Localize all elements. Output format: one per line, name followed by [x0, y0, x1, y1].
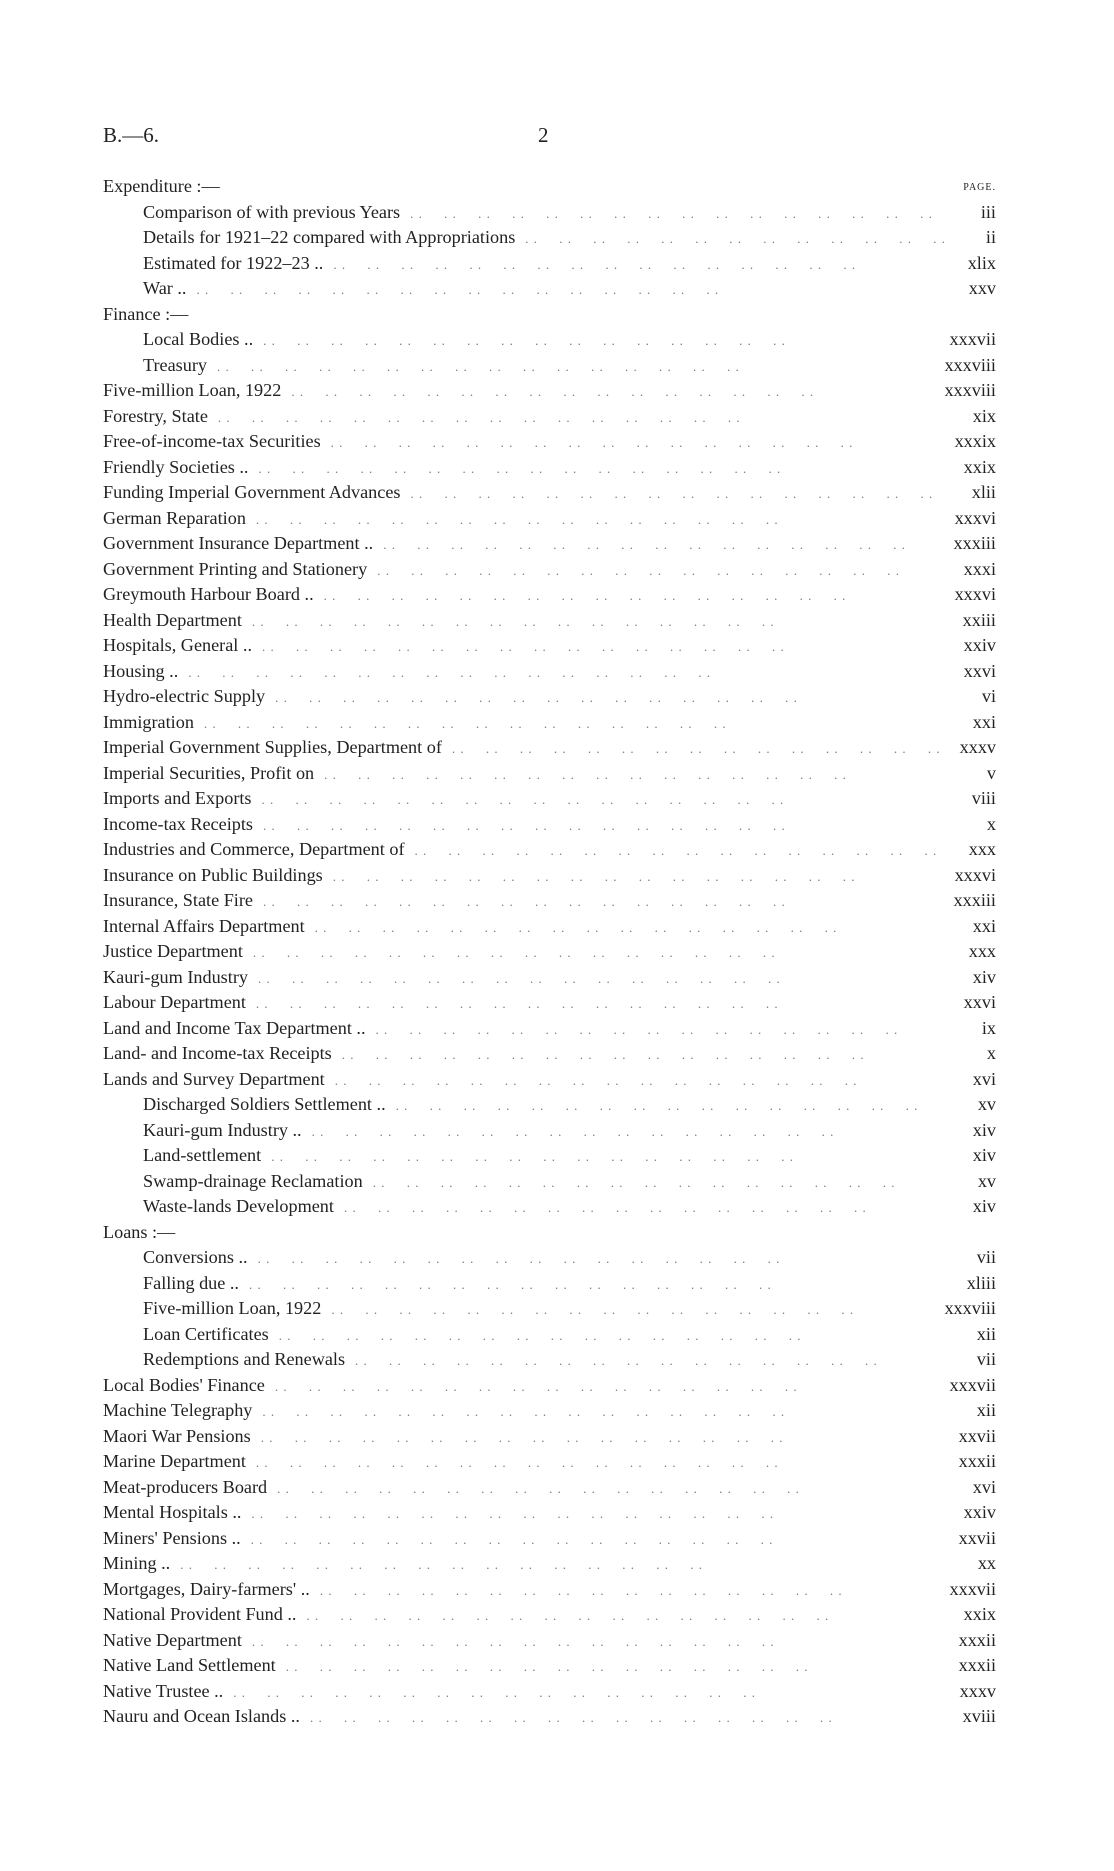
index-entry: [103, 1679, 996, 1705]
dot-leader: [262, 787, 950, 813]
index-rows: [103, 174, 996, 1730]
entry-label: Insurance, State Fire: [103, 890, 253, 910]
page-column-header: PAGE.: [963, 182, 996, 193]
entry-page: xxiii: [962, 609, 996, 630]
entry-label: Native Land Settlement: [103, 1655, 276, 1675]
entry-label: Finance :—: [103, 303, 189, 324]
dot-leader: [331, 1297, 938, 1323]
entry-label: Maori War Pensions: [103, 1425, 251, 1446]
entry-label: Nauru and Ocean Islands ..: [103, 1706, 300, 1726]
entry-page: xxxiii: [953, 533, 996, 553]
entry-label: Meat-producers Board: [103, 1476, 268, 1497]
entry-label: Loan Certificates: [143, 1323, 269, 1344]
dot-leader: [324, 762, 950, 788]
entry-label: Loans :—: [103, 1221, 176, 1242]
entry-page: xvi: [972, 1476, 996, 1497]
dot-leader: [188, 660, 950, 686]
entry-page: xxvii: [958, 1425, 996, 1446]
dot-leader: [355, 1348, 950, 1374]
entry-page: xxix: [963, 456, 996, 477]
entry-page: xii: [976, 1400, 996, 1420]
index-entry: [103, 582, 996, 608]
index-entry: [103, 1245, 996, 1271]
entry-label: Government Insurance Department ..: [103, 533, 374, 553]
dot-leader: [196, 277, 950, 303]
dot-leader: [286, 1654, 950, 1680]
index-entry: [103, 1602, 996, 1628]
index-entry: [103, 1653, 996, 1679]
index-entry: [103, 1322, 996, 1348]
entry-page: xxx: [968, 839, 996, 859]
index-entry: [103, 1347, 996, 1373]
entry-label: Land-settlement: [143, 1145, 262, 1165]
index-entry: [103, 1551, 996, 1577]
entry-label: National Provident Fund ..: [103, 1604, 297, 1624]
entry-page: xxxvi: [954, 507, 996, 528]
index-entry: [103, 1704, 996, 1730]
index-entry: [103, 200, 996, 226]
index-entry: [103, 429, 996, 455]
dot-leader: [324, 583, 949, 609]
index-list: [103, 174, 996, 1730]
entry-page: xxi: [972, 915, 996, 936]
entry-page: xxv: [968, 278, 996, 298]
index-entry: [103, 1577, 996, 1603]
index-entry: [103, 837, 996, 863]
index-entry: [103, 1526, 996, 1552]
entry-label: Imperial Securities, Profit on: [103, 762, 315, 783]
entry-label: Land- and Income-tax Receipts: [103, 1043, 332, 1063]
dot-leader: [258, 1246, 950, 1272]
entry-page: ix: [981, 1017, 996, 1038]
document-reference: B.—6.: [103, 123, 160, 147]
dot-leader: [251, 1501, 950, 1527]
index-entry: [103, 1500, 996, 1526]
dot-leader: [249, 1272, 950, 1298]
dot-leader: [310, 1705, 950, 1731]
entry-page: xxxix: [954, 431, 996, 451]
entry-label: Justice Department: [103, 941, 243, 961]
dot-leader: [251, 1527, 950, 1553]
index-entry: [103, 1398, 996, 1424]
entry-label: Hydro-electric Supply: [103, 686, 266, 706]
index-entry: [103, 684, 996, 710]
index-entry: [103, 710, 996, 736]
index-entry: [103, 1169, 996, 1195]
index-entry: [103, 1016, 996, 1042]
dot-leader: [452, 736, 950, 762]
dot-leader: [277, 1476, 950, 1502]
entry-label: Falling due ..: [143, 1272, 239, 1293]
entry-label: Mental Hospitals ..: [103, 1502, 242, 1522]
entry-page: ii: [985, 227, 996, 247]
entry-page: xv: [977, 1094, 996, 1114]
entry-page: xxxvi: [954, 584, 996, 604]
index-entry: [103, 353, 996, 379]
dot-leader: [217, 354, 938, 380]
entry-page: xix: [972, 405, 996, 426]
entry-page: xiv: [972, 1119, 996, 1140]
index-entry: [103, 531, 996, 557]
entry-page: xiv: [972, 966, 996, 987]
entry-page: xii: [976, 1323, 996, 1344]
entry-page: xxxv: [959, 1680, 996, 1701]
dot-leader: [263, 889, 948, 915]
index-entry: [103, 506, 996, 532]
index-entry: [103, 1296, 996, 1322]
dot-leader: [306, 1603, 950, 1629]
index-entry: [103, 378, 996, 404]
entry-page: xviii: [962, 1706, 996, 1726]
entry-label: Hospitals, General ..: [103, 635, 252, 655]
entry-page: viii: [971, 788, 996, 808]
index-entry: [103, 1143, 996, 1169]
entry-page: xxxvi: [954, 864, 996, 885]
dot-leader: [275, 685, 950, 711]
entry-label: Funding Imperial Government Advances: [103, 482, 401, 502]
page-number: 2: [538, 123, 549, 147]
entry-page: vii: [976, 1349, 996, 1369]
index-entry: [103, 455, 996, 481]
entry-page: xxxviii: [944, 1298, 996, 1318]
entry-page: xxxii: [958, 1629, 996, 1650]
entry-page: xxxvii: [949, 1374, 996, 1395]
index-entry: [103, 174, 996, 200]
index-entry: [103, 404, 996, 430]
dot-leader: [279, 1323, 950, 1349]
index-entry: [103, 1271, 996, 1297]
entry-page: xiv: [972, 1196, 996, 1216]
dot-leader: [256, 1450, 950, 1476]
index-entry: [103, 557, 996, 583]
index-entry: [103, 1449, 996, 1475]
entry-label: Local Bodies' Finance: [103, 1374, 265, 1395]
dot-leader: [262, 634, 950, 660]
entry-label: Immigration: [103, 711, 194, 732]
dot-leader: [320, 1578, 944, 1604]
entry-page: xxxvii: [949, 1578, 996, 1599]
index-entry: [103, 1118, 996, 1144]
dot-leader: [396, 1093, 950, 1119]
entry-label: Kauri-gum Industry ..: [143, 1119, 302, 1140]
index-entry: [103, 914, 996, 940]
entry-label: Mortgages, Dairy-farmers' ..: [103, 1578, 310, 1599]
dot-leader: [263, 328, 943, 354]
index-entry: [103, 1628, 996, 1654]
entry-page: xxxviii: [944, 354, 996, 375]
dot-leader: [262, 1399, 950, 1425]
dot-leader: [258, 456, 950, 482]
entry-label: Health Department: [103, 609, 242, 630]
entry-label: War ..: [143, 278, 187, 298]
dot-leader: [383, 532, 947, 558]
entry-page: xxix: [963, 1604, 996, 1624]
index-entry: [103, 1424, 996, 1450]
index-entry: [103, 1475, 996, 1501]
dot-leader: [312, 1119, 950, 1145]
entry-label: Kauri-gum Industry: [103, 966, 248, 987]
entry-label: Marine Department: [103, 1451, 246, 1471]
index-entry: [103, 225, 996, 251]
dot-leader: [415, 838, 950, 864]
entry-label: Local Bodies ..: [143, 329, 254, 349]
dot-leader: [263, 813, 950, 839]
entry-page: xxvii: [958, 1527, 996, 1548]
dot-leader: [525, 226, 950, 252]
index-entry: [103, 1220, 996, 1246]
entry-label: Native Trustee ..: [103, 1680, 224, 1701]
dot-leader: [333, 864, 949, 890]
entry-page: xlii: [971, 482, 996, 502]
entry-page: xxi: [972, 711, 996, 732]
entry-label: Waste-lands Development: [143, 1196, 334, 1216]
entry-label: Five-million Loan, 1922: [103, 380, 282, 400]
index-entry: [103, 888, 996, 914]
dot-leader: [376, 1017, 950, 1043]
index-entry: [103, 1194, 996, 1220]
entry-page: xxxv: [959, 737, 996, 757]
entry-page: xiv: [972, 1145, 996, 1165]
dot-leader: [315, 915, 950, 941]
entry-page: xx: [977, 1553, 996, 1573]
entry-page: xvi: [972, 1068, 996, 1089]
entry-page: xv: [977, 1170, 996, 1191]
entry-label: Free-of-income-tax Securities: [103, 431, 321, 451]
dot-leader: [252, 1629, 950, 1655]
entry-label: Discharged Soldiers Settlement ..: [143, 1094, 386, 1114]
dot-leader: [344, 1195, 950, 1221]
entry-label: Five-million Loan, 1922: [143, 1298, 322, 1318]
dot-leader: [275, 1374, 944, 1400]
index-entry: [103, 965, 996, 991]
entry-label: Expenditure :—: [103, 176, 220, 196]
index-entry: [103, 735, 996, 761]
entry-label: Details for 1921–22 compared with Appropriations: [143, 227, 516, 247]
entry-label: Imports and Exports: [103, 788, 252, 808]
entry-page: xxvi: [963, 660, 996, 681]
entry-page: v: [986, 762, 996, 783]
dot-leader: [331, 430, 949, 456]
entry-label: Mining ..: [103, 1553, 171, 1573]
entry-page: xliii: [966, 1272, 996, 1293]
dot-leader: [256, 507, 949, 533]
dot-leader: [204, 711, 950, 737]
entry-label: Land and Income Tax Department ..: [103, 1017, 366, 1038]
dot-leader: [261, 1425, 950, 1451]
index-entry: [103, 1067, 996, 1093]
dot-leader: [258, 966, 950, 992]
entry-page: xlix: [967, 252, 996, 273]
entry-label: Imperial Government Supplies, Department of: [103, 737, 442, 757]
dot-leader: [253, 940, 950, 966]
dot-leader: [256, 991, 950, 1017]
entry-label: German Reparation: [103, 507, 246, 528]
entry-page: iii: [980, 201, 996, 222]
index-entry: [103, 786, 996, 812]
entry-label: Government Printing and Stationery: [103, 558, 368, 579]
entry-page: xxiv: [963, 1502, 996, 1522]
dot-leader: [333, 252, 950, 278]
entry-label: Native Department: [103, 1629, 242, 1650]
index-entry: [103, 633, 996, 659]
entry-label: Swamp-drainage Reclamation: [143, 1170, 363, 1191]
index-entry: [103, 990, 996, 1016]
entry-page: xxiv: [963, 635, 996, 655]
dot-leader: [233, 1680, 950, 1706]
entry-label: Income-tax Receipts: [103, 813, 253, 834]
entry-label: Machine Telegraphy: [103, 1400, 253, 1420]
entry-page: vi: [981, 686, 996, 706]
entry-label: Greymouth Harbour Board ..: [103, 584, 314, 604]
entry-page: x: [986, 1043, 996, 1063]
entry-page: xxx: [968, 941, 996, 961]
entry-page: xxxvii: [949, 329, 996, 349]
index-entry: [103, 302, 996, 328]
entry-page: xxxii: [958, 1451, 996, 1471]
index-entry: [103, 251, 996, 277]
entry-page: xxxiii: [953, 890, 996, 910]
entry-page: xxvi: [963, 992, 996, 1012]
entry-page: vii: [976, 1247, 996, 1267]
index-entry: [103, 480, 996, 506]
entry-label: Treasury: [143, 354, 207, 375]
dot-leader: [377, 558, 950, 584]
index-entry: [103, 1092, 996, 1118]
index-entry: [103, 761, 996, 787]
dot-leader: [342, 1042, 950, 1068]
index-entry: [103, 608, 996, 634]
index-entry: [103, 659, 996, 685]
dot-leader: [411, 481, 951, 507]
dot-leader: [373, 1170, 950, 1196]
entry-label: Friendly Societies ..: [103, 456, 249, 477]
entry-page: xxxviii: [944, 380, 996, 400]
entry-label: Lands and Survey Department: [103, 1068, 325, 1089]
index-entry: [103, 1041, 996, 1067]
dot-leader: [218, 405, 950, 431]
entry-label: Estimated for 1922–23 ..: [143, 252, 324, 273]
dot-leader: [180, 1552, 950, 1578]
dot-leader: [271, 1144, 950, 1170]
index-entry: [103, 276, 996, 302]
entry-label: Housing ..: [103, 660, 179, 681]
entry-label: Insurance on Public Buildings: [103, 864, 323, 885]
entry-page: xxxi: [963, 558, 996, 579]
index-entry: [103, 327, 996, 353]
entry-label: Internal Affairs Department: [103, 915, 305, 936]
entry-label: Miners' Pensions ..: [103, 1527, 241, 1548]
entry-label: Comparison of with previous Years: [143, 201, 401, 222]
dot-leader: [410, 201, 950, 227]
entry-label: Labour Department: [103, 992, 246, 1012]
entry-label: Conversions ..: [143, 1247, 248, 1267]
entry-label: Redemptions and Renewals: [143, 1349, 346, 1369]
dot-leader: [291, 379, 938, 405]
index-entry: [103, 863, 996, 889]
entry-page: xxxii: [958, 1655, 996, 1675]
entry-label: Forestry, State: [103, 405, 208, 426]
entry-page: x: [986, 813, 996, 834]
dot-leader: [335, 1068, 950, 1094]
index-entry: [103, 1373, 996, 1399]
index-entry: [103, 812, 996, 838]
index-entry: [103, 939, 996, 965]
entry-label: Industries and Commerce, Department of: [103, 839, 405, 859]
dot-leader: [252, 609, 950, 635]
